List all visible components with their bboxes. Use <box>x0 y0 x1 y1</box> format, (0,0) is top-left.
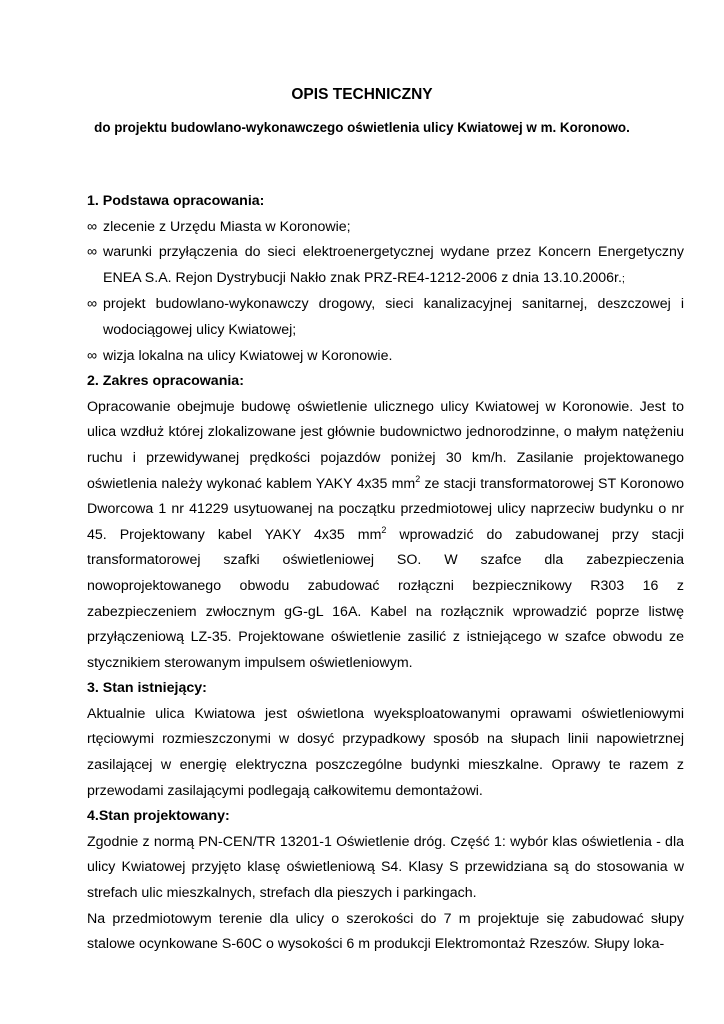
bullet-icon: ∞ <box>87 347 98 364</box>
paragraph-text: Opracowanie obejmuje budowę oświetlenie ulicznego ulicy Kwiatowej w Koronowie. Jest to ulica wzdłuż której zlokalizowane jest głównie budownictwo jednorodzinne, o małym natężeniu ruchu i przewidywanej prędkości pojazdów poniżej 30 km/h. Zasilanie projektowanego oświetlenia należy wykonać kablem YAKY 4x35 mm <box>87 398 684 492</box>
section-4-heading: 4.Stan projektowany: <box>87 808 230 825</box>
section-4-paragraph-2: Na przedmiotowym terenie dla ulicy o szerokości do 7 m projektuje się zabudować słupy stalowe ocynkowane S-60C o wysokości 6 m produkcji Elektromontaż Rzeszów. Słupy loka- <box>87 910 684 953</box>
list-item-text: zlecenie z Urzędu Miasta w Koronowie; <box>103 218 351 235</box>
paragraph-text: ze stacji transformatorowej ST Koronowo Dworcowa 1 nr 41229 usytuowanej na początku przedmiotowej ulicy naprzeciw budynku o nr 45. Projektowany kabel YAKY 4x35 mm <box>87 475 684 543</box>
list-item <box>87 344 684 370</box>
document-title: OPIS TECHNICZNY <box>291 86 433 103</box>
paragraph-text: wprowadzić do zabudowanej przy stacji transformatorowej szafki oświetleniowej SO. W szafce dla zabezpieczenia nowoprojektowanego obwodu zabudować rozłączni bezpiecznikowy R303 16 z zabezpieczeniem zwłocznym gG-gL 16A. Kabel na rozłącznik wprowadzić poprze listwę przyłączeniową LZ-35. Projektowane oświetlenie zasilić z istniejącego w szafce obwodu ze stycznikiem sterowanym impulsem oświetleniowym. <box>87 526 684 671</box>
bullet-icon: ∞ <box>87 244 98 261</box>
section-1-heading: 1. Podstawa opracowania: <box>87 193 265 209</box>
section-3-heading: 3. Stan istniejący: <box>87 680 207 697</box>
superscript: 2 <box>381 524 387 535</box>
document-subtitle: do projektu budowlano-wykonawczego oświetlenia ulicy Kwiatowej w m. Koronowo. <box>94 120 630 135</box>
document-body <box>87 189 684 958</box>
list-item <box>87 215 684 241</box>
list-item-text: projekt budowlano-wykonawczy drogowy, sieci kanalizacyjnej sanitarnej, deszczowej i wodociągowej ulicy Kwiatowej; <box>103 296 684 338</box>
list-item <box>87 292 684 343</box>
superscript: 2 <box>415 473 421 484</box>
list-item-text: wizja lokalna na ulicy Kwiatowej w Koronowie. <box>103 347 393 364</box>
list-item-text: warunki przyłączenia do sieci elektroenergetycznej wydane przez Koncern Energetyczny ENEA S.A. Rejon Dystrybucji Nakło znak PRZ-RE4-1212-2006 z dnia 13.10.2006r. <box>103 244 684 286</box>
list-item <box>87 240 684 292</box>
section-2-heading: 2. Zakres opracowania: <box>87 373 244 390</box>
bullet-icon: ∞ <box>87 218 98 235</box>
section-3-paragraph: Aktualnie ulica Kwiatowa jest oświetlona wyeksploatowanymi oprawami oświetleniowymi rtęciowymi rozmieszczonymi w dosyć przypadkowy sposób na słupach linii napowietrznej zasilającej w energię elektryczna poszczególne budynki mieszkalne. Oprawy te razem z przewodami zasilającymi podlegają całkowitemu demontażowi. <box>87 705 684 799</box>
list-item-suffix: ; <box>621 272 625 285</box>
section-2-paragraph <box>87 395 684 677</box>
bullet-icon: ∞ <box>87 296 98 313</box>
section-4-paragraph-1: Zgodnie z normą PN-CEN/TR 13201-1 Oświetlenie dróg. Część 1: wybór klas oświetlenia - dla ulicy Kwiatowej przyjęto klasę oświetleniową S4. Klasy S przewidziana są do stosowania w strefach ulic mieszkalnych, strefach dla pieszych i parkingach. <box>87 833 684 902</box>
